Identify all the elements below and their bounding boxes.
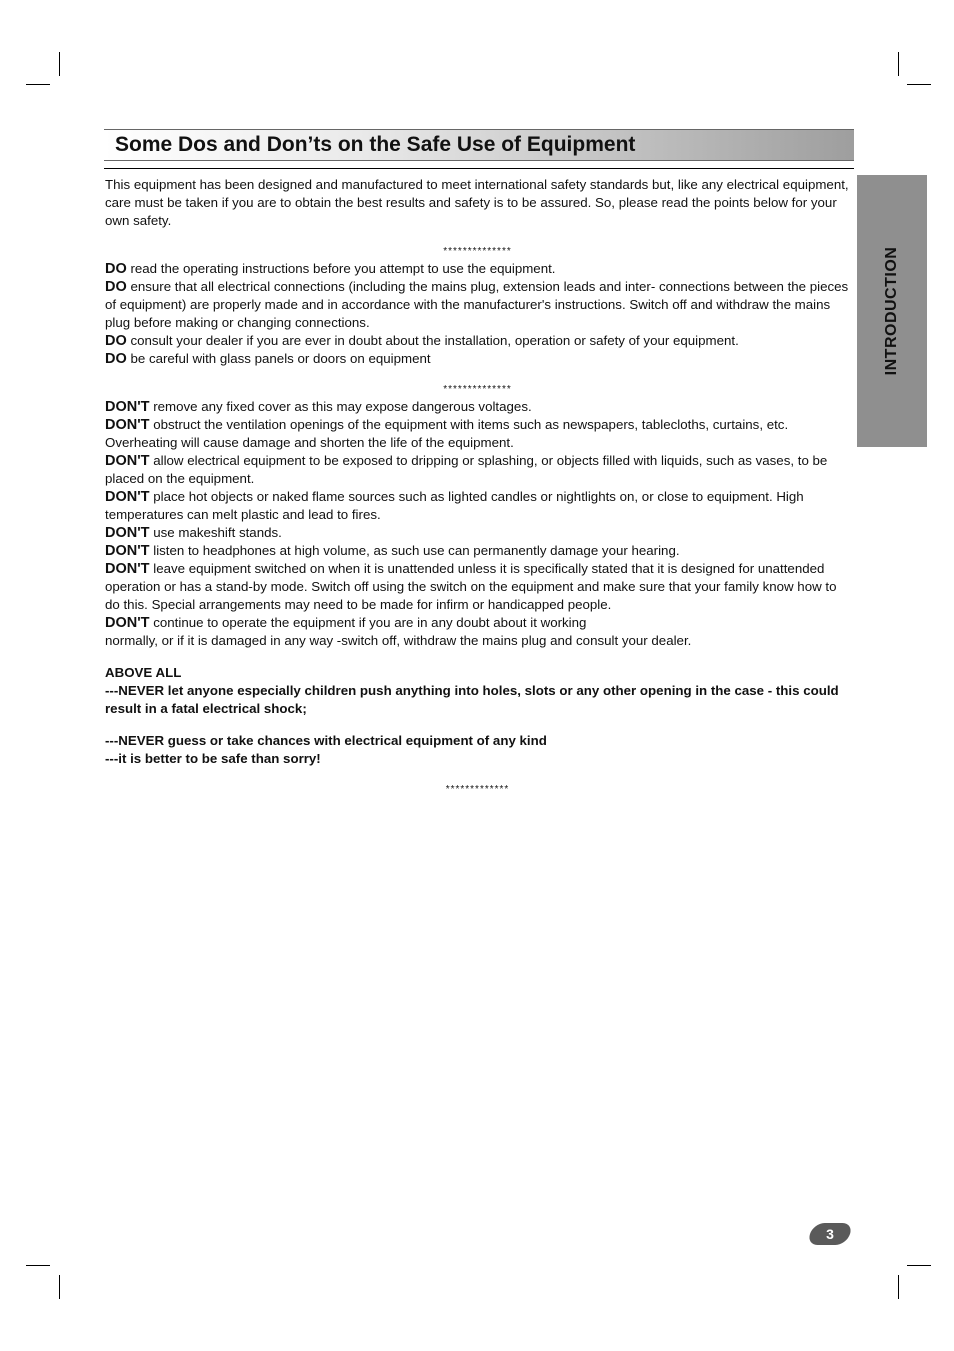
crop-mark [26, 84, 50, 85]
dont-item [105, 524, 850, 542]
dont-item [105, 488, 850, 524]
dont-text: place hot objects or naked flame sources such as lighted candles or nightlights on, or close to equipment. High temperatures can melt plastic and lead to fires. [105, 489, 804, 522]
main-content [105, 176, 850, 798]
crop-mark [26, 1265, 50, 1266]
crop-mark [898, 1275, 899, 1299]
page-title: Some Dos and Don’ts on the Safe Use of Equipment [115, 133, 636, 156]
dont-text: use makeshift stands. [153, 525, 282, 540]
dont-keyword: DON'T [105, 489, 150, 505]
dont-item [105, 614, 850, 632]
crop-mark [59, 52, 60, 76]
dont-text: obstruct the ventilation openings of the equipment with items such as newspapers, tablecloths, curtains, etc. Overheating will cause damage and shorten the life of the equipment. [105, 417, 789, 450]
dont-text: allow electrical equipment to be exposed to dripping or splashing, or objects filled with liquids, such as vases, to be placed on the equipment. [105, 453, 828, 486]
do-keyword: DO [105, 351, 127, 367]
do-item [105, 278, 850, 332]
crop-mark [898, 52, 899, 76]
crop-mark [907, 84, 931, 85]
crop-mark [907, 1265, 931, 1266]
dont-keyword: DON'T [105, 561, 150, 577]
above-all-heading: ABOVE ALL [105, 665, 182, 680]
separator: ************** [443, 246, 512, 257]
dont-keyword: DON'T [105, 525, 150, 541]
dont-item [105, 560, 850, 614]
dont-keyword: DON'T [105, 399, 150, 415]
do-text: ensure that all electrical connections (including the mains plug, extension leads and inter- connections between the pieces of equipment) are properly made and in accordance with the manufacturer's instructions. Switch off and withdraw the mains plug before making or changing connections. [105, 279, 849, 330]
do-text: consult your dealer if you are ever in doubt about the installation, operation or safety of your equipment. [130, 333, 739, 348]
dont-keyword: DON'T [105, 453, 150, 469]
dont-text: remove any fixed cover as this may expose dangerous voltages. [153, 399, 532, 414]
do-item [105, 350, 850, 368]
do-keyword: DO [105, 261, 127, 277]
separator: ************** [443, 384, 512, 395]
intro-paragraph: This equipment has been designed and manufactured to meet international safety standards but, like any electrical equipment, care must be taken if you are to obtain the best results and safety is to be assured. So, please read the points below for your own safety. [105, 177, 849, 228]
dont-keyword: DON'T [105, 543, 150, 559]
do-item [105, 260, 850, 278]
dont-item [105, 416, 850, 452]
section-tab-label: INTRODUCTION [883, 246, 900, 376]
dont-keyword: DON'T [105, 417, 150, 433]
above-all-line: ---it is better to be safe than sorry! [105, 751, 321, 766]
dont-item [105, 398, 850, 416]
title-bar [104, 129, 854, 161]
dont-item [105, 452, 850, 488]
dont-text: leave equipment switched on when it is unattended unless it is specifically stated that it is designed for unattended operation or has a stand-by mode. Switch off using the switch on the equipment and make sure that your family know how to do this. Special arrangements may need to be made for infirm or handicapped people. [105, 561, 837, 612]
above-all-line: ---NEVER guess or take chances with electrical equipment of any kind [105, 733, 547, 748]
do-keyword: DO [105, 279, 127, 295]
title-rule [104, 168, 854, 169]
do-item [105, 332, 850, 350]
page-number: 3 [826, 1226, 834, 1242]
dont-keyword: DON'T [105, 615, 150, 631]
separator: ************* [445, 784, 510, 795]
do-keyword: DO [105, 333, 127, 349]
section-tab [857, 175, 927, 447]
do-text: be careful with glass panels or doors on equipment [130, 351, 431, 366]
do-text: read the operating instructions before you attempt to use the equipment. [130, 261, 556, 276]
crop-mark [59, 1275, 60, 1299]
dont-text: listen to headphones at high volume, as such use can permanently damage your hearing. [153, 543, 680, 558]
dont-continuation: normally, or if it is damaged in any way -switch off, withdraw the mains plug and consult your dealer. [105, 633, 692, 648]
dont-text: continue to operate the equipment if you are in any doubt about it working [153, 615, 587, 630]
above-all-line: ---NEVER let anyone especially children push anything into holes, slots or any other opening in the case - this could result in a fatal electrical shock; [105, 683, 839, 716]
dont-item [105, 542, 850, 560]
